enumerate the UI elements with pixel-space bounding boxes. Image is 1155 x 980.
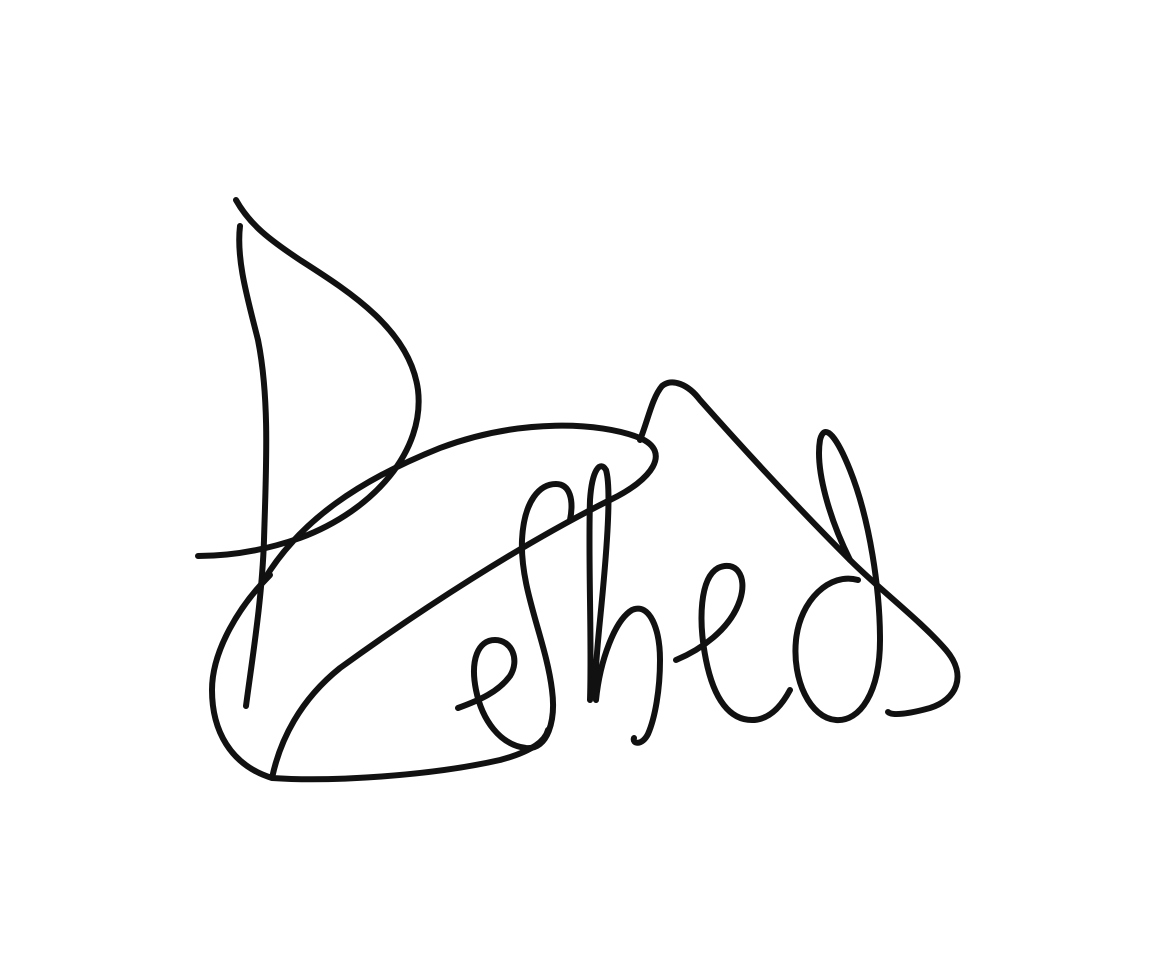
signature-stroke-e [676, 566, 790, 720]
signature-stroke-p-stem [239, 226, 266, 706]
signature-stroke-s [458, 484, 571, 748]
signature-stroke-p-bowl [198, 200, 419, 556]
